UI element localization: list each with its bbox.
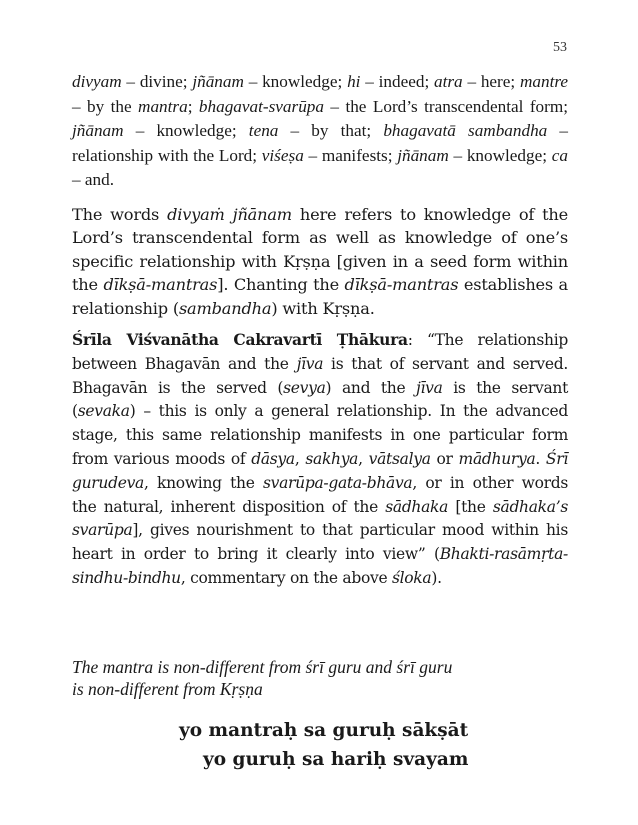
text: ]. Chanting the	[217, 275, 345, 294]
text-italic: śloka	[391, 568, 432, 587]
verse-line-1: yo mantraḥ sa guruḥ sākṣāt	[179, 720, 469, 741]
glossary-term: jñānam	[192, 72, 244, 91]
glossary-def: here	[480, 72, 511, 91]
paragraph-commentary	[72, 328, 568, 591]
text-italic: mādhurya	[458, 449, 536, 468]
text: The words	[72, 204, 168, 224]
glossary-def: knowledge	[262, 72, 338, 91]
glossary-term: atra	[434, 72, 463, 91]
glossary-def: divine	[139, 72, 183, 91]
text: ) with Kṛṣṇa.	[271, 298, 375, 318]
glossary-def: indeed	[378, 72, 425, 91]
glossary-term: mantre	[519, 72, 569, 91]
text-italic: vātsalya	[368, 449, 431, 468]
glossary-def: knowledge	[466, 145, 543, 165]
text: establishes a relationship (	[72, 275, 568, 318]
text-italic: Śrī gurudeva	[72, 449, 568, 492]
text: , knowing the	[144, 473, 263, 492]
text: , or in other words the natural, inherent disposition of the	[72, 473, 568, 516]
glossary-def: the Lord’s transcendental form	[345, 96, 564, 116]
paragraph-divyam-jnanam	[72, 203, 568, 321]
text: is that of servant and served. Bhagavān is the served (	[72, 354, 568, 397]
text-italic: sevaka	[77, 402, 130, 421]
text-italic: dīkṣā-mantras	[103, 275, 218, 294]
sanskrit-verse	[0, 716, 638, 774]
glossary-term: divyam	[72, 72, 122, 91]
glossary-def: and.	[84, 170, 115, 189]
text-italic: sakhya	[305, 449, 359, 468]
text-italic: sādhaka	[385, 497, 449, 516]
text-italic: divyaṁ jñānam	[167, 204, 292, 224]
heading-line-1: The mantra is non-different from śrī guru and śrī guru	[72, 657, 453, 677]
text: ) – this is only a general relationship. In the advanced stage, this same relationship manifests in one particular form from various moods of	[72, 402, 568, 468]
word-glossary: divyam – divine; jñānam – knowledge; hi – indeed; atra – here; mantre – by the mantra; bhagavat-svarūpa – the Lord’s transcendental form; jñānam – knowledge; tena – by that; bhagavatā sambandha – relationship with the Lord; viśeṣa – manifests; jñānam – knowledge; ca – and.	[72, 72, 569, 189]
glossary-def: manifests	[321, 145, 388, 165]
glossary-term: bhagavatā sambandha	[383, 121, 548, 140]
glossary-term: jñānam	[397, 145, 449, 165]
text: .	[535, 449, 546, 468]
text: or	[430, 449, 459, 468]
text: , commentary on the above	[180, 568, 392, 587]
text-italic: dāsya	[251, 449, 295, 468]
text: ).	[431, 568, 442, 587]
glossary-def: by that	[311, 121, 367, 140]
text: ) and the	[325, 378, 416, 397]
page-content	[72, 70, 568, 599]
text-italic: sevya	[283, 378, 326, 397]
glossary-term: viśeṣa	[261, 145, 304, 165]
text-italic: sādhaka’s svarūpa	[72, 497, 568, 540]
glossary-def: by the	[87, 96, 139, 116]
verse-line-2: yo guruḥ sa hariḥ svayam	[203, 749, 469, 770]
glossary-term: hi	[347, 72, 361, 91]
glossary-term: ca	[551, 145, 568, 165]
text-italic: Bhakti-rasāmṛta-sindhu-bindhu	[72, 545, 568, 587]
heading-line-2: is non-different from Kṛṣṇa	[72, 679, 263, 699]
glossary-def: knowledge	[156, 121, 232, 140]
glossary-term: tena	[248, 121, 279, 140]
text-italic: sambandha	[178, 298, 272, 318]
text: ], gives nourishment to that particular mood within his heart in order to bring it clearly into view” (	[72, 521, 568, 564]
page-number: 53	[553, 40, 567, 55]
glossary-def-italic: mantra	[138, 96, 188, 116]
text-italic: jīva	[416, 378, 443, 397]
glossary-term: jñānam	[72, 121, 124, 140]
text: here refers to knowledge of the Lord’s transcendental form as well as knowledge of one’s specific relationship with Kṛṣṇa [given in a seed form within the	[72, 204, 568, 294]
glossary-def: relationship with the Lord	[72, 145, 253, 165]
text-italic: svarūpa-gata-bhāva	[263, 473, 413, 492]
glossary-term: bhagavat-svarūpa	[198, 96, 324, 116]
text-italic: dīkṣā-mantras	[344, 275, 459, 294]
text-italic: jīva	[296, 354, 324, 373]
text: [the	[448, 497, 493, 516]
text: : “The relationship between Bhagavān and the	[72, 331, 568, 373]
text: ,	[358, 449, 369, 468]
text: ,	[294, 449, 306, 468]
text: is the servant (	[72, 378, 568, 421]
section-heading	[72, 656, 568, 700]
author-name: Śrīla Viśvanātha Cakravartī Ṭhākura	[72, 330, 408, 349]
